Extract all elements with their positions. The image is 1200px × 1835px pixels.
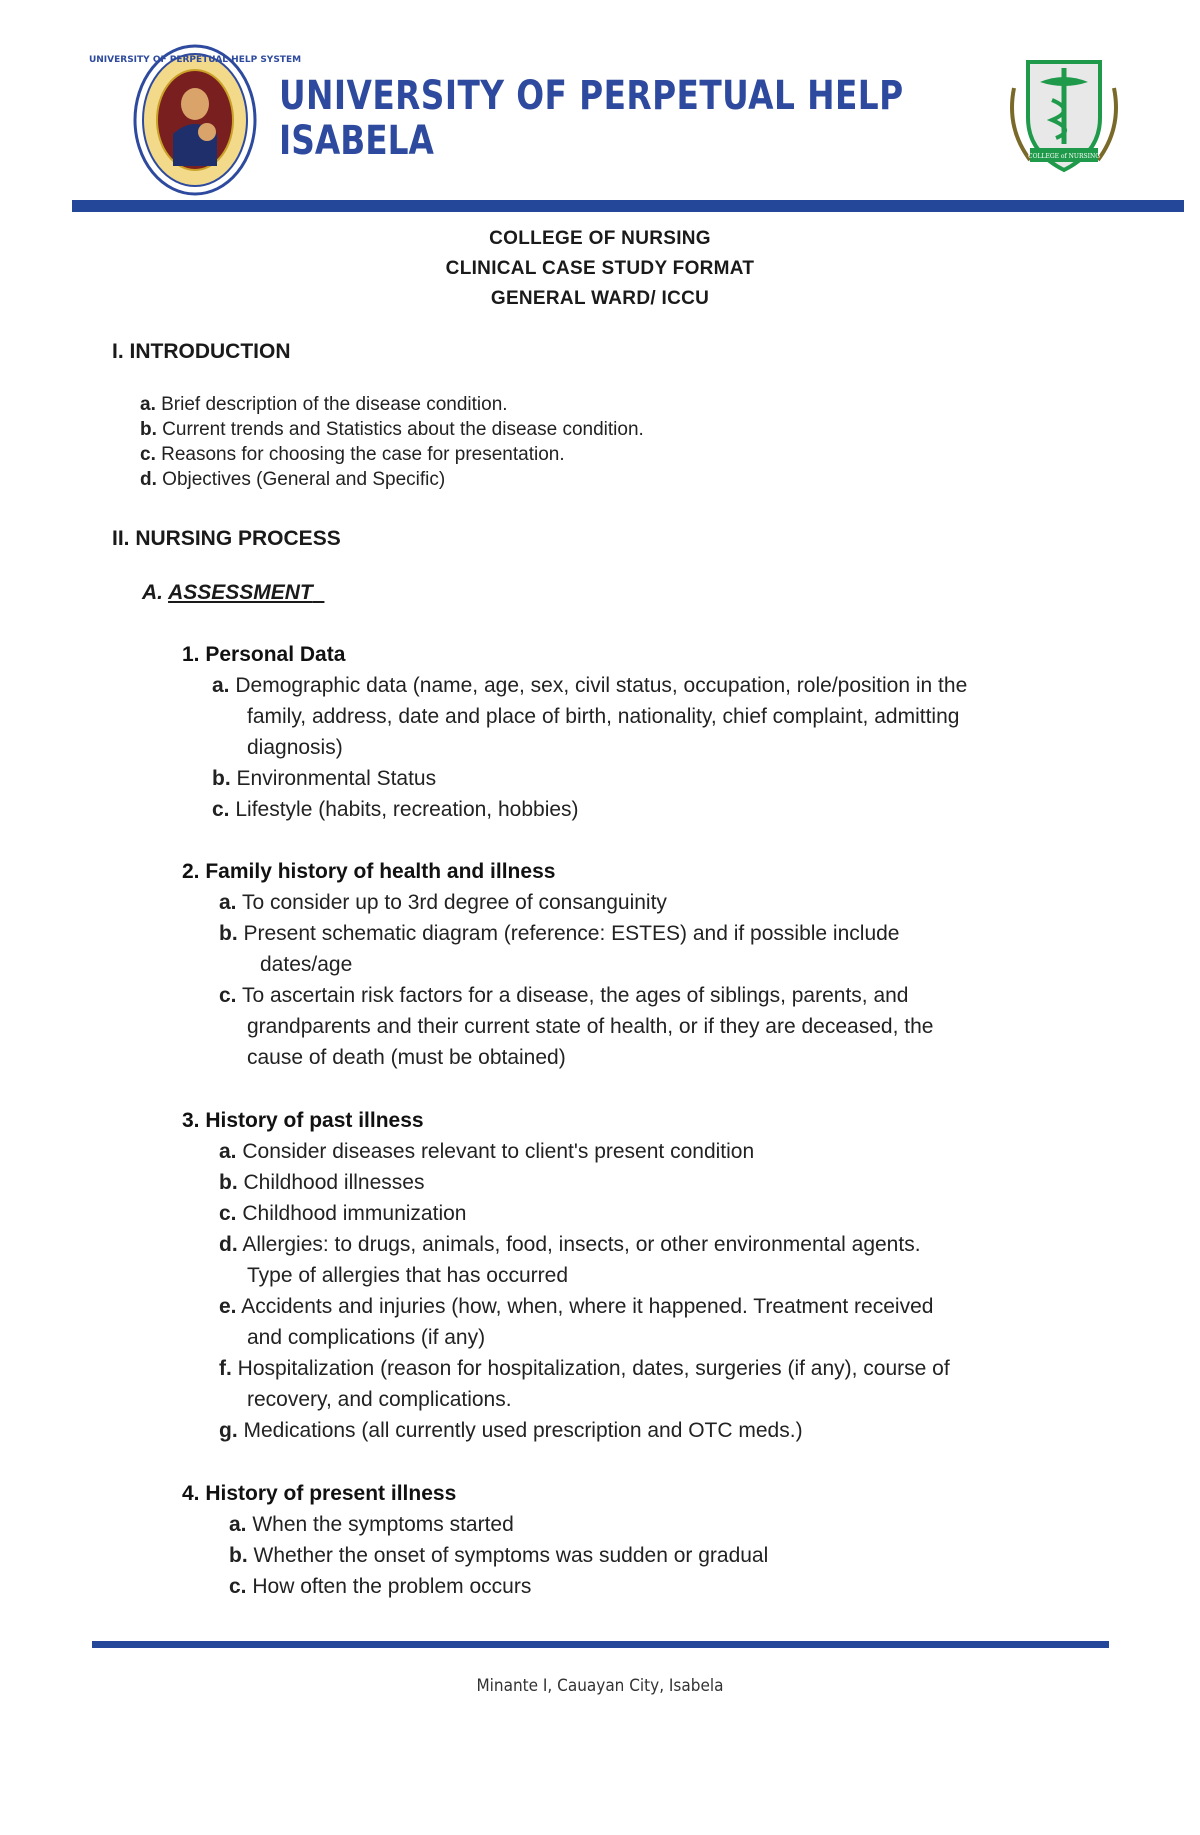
list-item-continuation: grandparents and their current state of health, or if they are deceased, the [247, 1015, 934, 1038]
subsection-title: 2. Family history of health and illness [182, 860, 556, 883]
list-item: b. Present schematic diagram (reference: ESTES) and if possible include [219, 922, 900, 945]
title-ward: GENERAL WARD/ ICCU [490, 288, 710, 309]
family-history-section [182, 856, 933, 1073]
title-college: COLLEGE OF NURSING [489, 228, 711, 249]
university-name [279, 74, 904, 164]
header-divider [72, 200, 1184, 212]
list-item: c. To ascertain risk factors for a disease, the ages of siblings, parents, and [219, 984, 909, 1007]
list-item: b. Whether the onset of symptoms was sudden or gradual [229, 1544, 769, 1567]
list-item: a. Demographic data (name, age, sex, civil status, occupation, role/position in the [212, 674, 968, 697]
university-seal-logo [88, 44, 302, 196]
subsection-title: 1. Personal Data [182, 643, 346, 666]
footer-address: Minante I, Cauayan City, Isabela [476, 1676, 724, 1696]
list-item-continuation: diagnosis) [247, 736, 343, 759]
list-item-continuation: Type of allergies that has occurred [247, 1264, 569, 1287]
crest-text: COLLEGE of NURSING [1027, 153, 1101, 160]
list-item: g. Medications (all currently used prescription and OTC meds.) [219, 1419, 803, 1442]
present-illness-section [182, 1478, 768, 1602]
list-item: b. Environmental Status [212, 767, 437, 790]
footer-divider [92, 1641, 1109, 1648]
list-item: d. Allergies: to drugs, animals, food, insects, or other environmental agents. [219, 1233, 921, 1256]
list-item: e. Accidents and injuries (how, when, where it happened. Treatment received [219, 1295, 934, 1318]
introduction-list [140, 392, 644, 492]
list-item-continuation: and complications (if any) [247, 1326, 486, 1349]
list-item: c. How often the problem occurs [229, 1575, 532, 1598]
personal-data-section [182, 639, 967, 825]
list-item: c. Lifestyle (habits, recreation, hobbies) [212, 798, 579, 821]
list-item: a. To consider up to 3rd degree of consanguinity [219, 891, 667, 914]
university-name-line2: ISABELA [279, 118, 434, 164]
college-of-nursing-crest [1000, 48, 1128, 178]
list-item-continuation: family, address, date and place of birth, nationality, chief complaint, admitting [247, 705, 960, 728]
assessment-label: ASSESSMENT [168, 581, 313, 604]
title-format: CLINICAL CASE STUDY FORMAT [445, 258, 755, 279]
list-item-continuation: cause of death (must be obtained) [247, 1046, 566, 1069]
list-item: a. When the symptoms started [229, 1513, 514, 1536]
list-item: f. Hospitalization (reason for hospitalization, dates, surgeries (if any), course of [219, 1357, 950, 1380]
assessment-marker: A. [142, 581, 163, 604]
list-item: b. Current trends and Statistics about the disease condition. [140, 419, 644, 440]
subsection-title: 3. History of past illness [182, 1109, 424, 1132]
university-name-line1: UNIVERSITY OF PERPETUAL HELP [279, 73, 904, 119]
list-item: a. Consider diseases relevant to client's present condition [219, 1140, 755, 1163]
section-introduction-heading: I. INTRODUCTION [112, 340, 291, 363]
document-title-block [0, 224, 1200, 314]
seal-text: UNIVERSITY OF PERPETUAL HELP SYSTEM [88, 55, 302, 65]
list-item: d. Objectives (General and Specific) [140, 469, 446, 490]
section-nursing-process-heading: II. NURSING PROCESS [112, 527, 341, 550]
list-item: c. Reasons for choosing the case for presentation. [140, 444, 565, 465]
list-item-continuation: dates/age [260, 953, 353, 976]
subsection-title: 4. History of present illness [182, 1482, 457, 1505]
assessment-heading [142, 581, 324, 605]
list-item: c. Childhood immunization [219, 1202, 467, 1225]
list-item-continuation: recovery, and complications. [247, 1388, 512, 1411]
list-item: b. Childhood illnesses [219, 1171, 425, 1194]
list-item: a. Brief description of the disease condition. [140, 394, 508, 415]
past-illness-section [182, 1105, 950, 1446]
page-header [0, 0, 1200, 215]
